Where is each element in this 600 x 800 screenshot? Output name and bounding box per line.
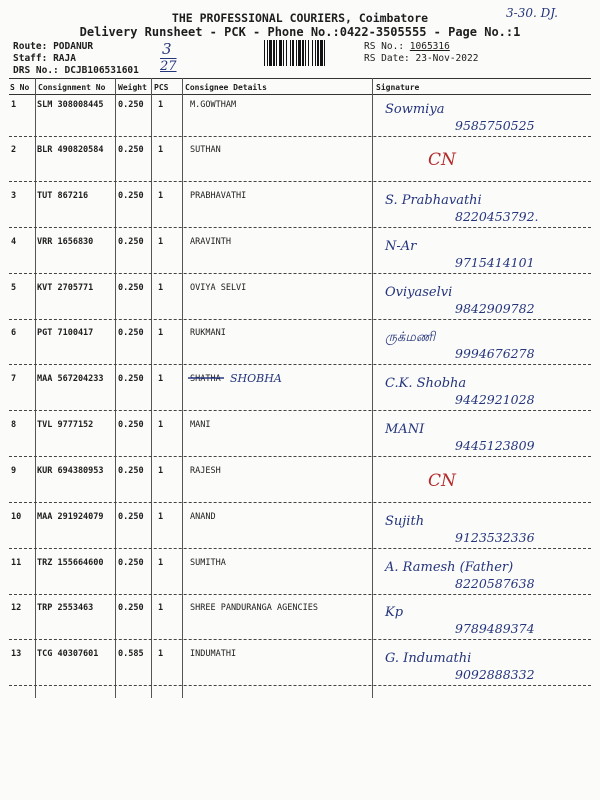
row-separator	[9, 364, 591, 365]
barcode-bar	[267, 40, 268, 66]
row-weight: 0.250	[118, 374, 144, 384]
row-sno: 4	[11, 237, 17, 247]
drs-value: DCJB106531601	[64, 65, 139, 76]
row-weight: 0.250	[118, 100, 144, 110]
row-weight: 0.250	[118, 283, 144, 293]
signature-phone: 9789489374	[455, 621, 535, 636]
column-divider	[151, 78, 152, 698]
signature-name: Oviyaselvi	[385, 285, 453, 300]
row-pcs: 1	[158, 374, 164, 384]
row-separator	[9, 136, 591, 137]
row-weight: 0.250	[118, 328, 144, 338]
barcode-bar	[292, 40, 294, 66]
row-weight: 0.250	[118, 558, 144, 568]
barcode-bar	[305, 40, 306, 66]
row-consignee: PRABHAVATHI	[190, 191, 247, 201]
column-header-signature: Signature	[376, 83, 420, 92]
barcode-bar	[324, 40, 325, 66]
barcode-bar	[312, 40, 313, 66]
rs-no-label: RS No.:	[364, 41, 405, 52]
row-pcs: 1	[158, 237, 164, 247]
signature-phone: 8220587638	[455, 576, 535, 591]
row-separator	[9, 273, 591, 274]
barcode-bar	[296, 40, 297, 66]
row-weight: 0.250	[118, 145, 144, 155]
barcode-bar	[286, 40, 287, 66]
column-divider	[115, 78, 116, 698]
row-consignee: OVIYA SELVI	[190, 283, 247, 293]
row-separator	[9, 685, 591, 686]
row-consignment-no: BLR 490820584	[37, 145, 104, 155]
signature-phone: 9715414101	[455, 255, 535, 270]
signature-phone: 9842909782	[455, 301, 535, 316]
row-separator	[9, 227, 591, 228]
row-separator	[9, 639, 591, 640]
signature-phone: 9445123809	[455, 438, 535, 453]
barcode-bar	[317, 40, 319, 66]
signature-name: G. Indumathi	[385, 651, 472, 666]
staff-value: RAJA	[53, 53, 76, 64]
barcode-bar	[276, 40, 277, 66]
barcode-bar	[302, 40, 304, 66]
route-field	[13, 41, 93, 52]
column-header-sno: S No	[10, 83, 30, 92]
barcode-bar	[315, 40, 316, 66]
row-weight: 0.250	[118, 466, 144, 476]
row-weight: 0.250	[118, 420, 144, 430]
strikeout-line	[188, 374, 228, 382]
signature-phone: 9994676278	[455, 346, 535, 361]
rs-date-field	[364, 53, 478, 64]
row-separator	[9, 502, 591, 503]
row-sno: 12	[11, 603, 22, 613]
barcode-bar	[320, 40, 323, 66]
row-pcs: 1	[158, 100, 164, 110]
signature-name: S. Prabhavathi	[385, 193, 482, 208]
row-sno: 2	[11, 145, 17, 155]
rs-date-label: RS Date:	[364, 53, 410, 64]
signature-name: MANI	[385, 422, 425, 437]
barcode-bar	[283, 40, 284, 66]
row-consignment-no: VRR 1656830	[37, 237, 94, 247]
row-consignee: ARAVINTH	[190, 237, 231, 247]
column-header-pcs: PCS	[154, 83, 169, 92]
route-value: PODANUR	[53, 41, 94, 52]
row-sno: 8	[11, 420, 17, 430]
row-consignee: RAJESH	[190, 466, 221, 476]
row-consignee: RUKMANI	[190, 328, 226, 338]
row-pcs: 1	[158, 420, 164, 430]
corner-handwritten-note: 3-30. DJ.	[506, 6, 558, 20]
sheet-subtitle: Delivery Runsheet - PCK - Phone No.:0422-3505555 - Page No.:1	[79, 25, 521, 39]
signature-phone: 9092888332	[455, 667, 535, 682]
row-pcs: 1	[158, 145, 164, 155]
row-sno: 5	[11, 283, 17, 293]
row-consignee: MANI	[190, 420, 211, 430]
row-consignee: SUTHAN	[190, 145, 221, 155]
signature-name: Sujith	[385, 514, 425, 529]
row-consignment-no: MAA 567204233	[37, 374, 104, 384]
row-sno: 9	[11, 466, 17, 476]
signature-cn-mark: CN	[428, 471, 456, 491]
row-consignment-no: TRZ 155664600	[37, 558, 104, 568]
row-consignee: SHATHA	[190, 374, 221, 384]
signature-name: C.K. Shobha	[385, 376, 467, 391]
row-separator	[9, 410, 591, 411]
barcode-bar	[308, 40, 309, 66]
row-separator	[9, 319, 591, 320]
row-separator	[9, 548, 591, 549]
row-pcs: 1	[158, 283, 164, 293]
row-sno: 11	[11, 558, 22, 568]
sheet-title: THE PROFESSIONAL COURIERS, Coimbatore	[171, 11, 429, 25]
row-consignee: INDUMATHI	[190, 649, 237, 659]
row-consignee: M.GOWTHAM	[190, 100, 237, 110]
row-consignee: ANAND	[190, 512, 216, 522]
row-consignment-no: KUR 694380953	[37, 466, 104, 476]
table-top-border	[9, 78, 591, 79]
signature-phone: 9123532336	[455, 530, 535, 545]
route-label: Route:	[13, 41, 48, 52]
row-consignment-no: TRP 2553463	[37, 603, 94, 613]
drs-field	[13, 65, 139, 76]
barcode-bar	[273, 40, 275, 66]
rs-date-value: 23-Nov-2022	[415, 53, 479, 64]
row-consignment-no: TUT 867216	[37, 191, 89, 201]
row-consignment-no: PGT 7100417	[37, 328, 94, 338]
barcode-bar	[290, 40, 291, 66]
row-weight: 0.250	[118, 237, 144, 247]
signature-name: ருக்மணி	[385, 330, 436, 345]
row-weight: 0.250	[118, 603, 144, 613]
signature-name: N-Ar	[385, 239, 417, 254]
barcode-bar	[298, 40, 301, 66]
row-consignment-no: TVL 9777152	[37, 420, 94, 430]
row-consignee: SHREE PANDURANGA AGENCIES	[190, 603, 318, 613]
row-sno: 3	[11, 191, 17, 201]
column-divider	[35, 78, 36, 698]
row-consignee: SUMITHA	[190, 558, 226, 568]
signature-cn-mark: CN	[428, 150, 456, 170]
row-consignment-no: KVT 2705771	[37, 283, 94, 293]
signature-phone: 9442921028	[455, 392, 535, 407]
column-header-consignment: Consignment No	[38, 83, 106, 92]
column-divider	[182, 78, 183, 698]
row-weight: 0.250	[118, 191, 144, 201]
row-pcs: 1	[158, 191, 164, 201]
row-pcs: 1	[158, 558, 164, 568]
signature-phone: 8220453792.	[455, 209, 539, 224]
signature-name: Kp	[385, 605, 404, 620]
column-header-consignee: Consignee Details	[185, 83, 267, 92]
row-pcs: 1	[158, 512, 164, 522]
signature-phone: 9585750525	[455, 118, 535, 133]
row-weight: 0.250	[118, 512, 144, 522]
barcode	[263, 40, 358, 66]
column-divider	[372, 78, 373, 698]
row-consignment-no: TCG 40307601	[37, 649, 99, 659]
handwritten-count-top: 3	[162, 40, 172, 58]
signature-name: Sowmiya	[385, 102, 445, 117]
row-sno: 1	[11, 100, 17, 110]
row-pcs: 1	[158, 328, 164, 338]
consignee-correction: SHOBHA	[230, 372, 282, 385]
row-pcs: 1	[158, 466, 164, 476]
table-header-border	[9, 94, 591, 95]
barcode-bar	[279, 40, 282, 66]
row-separator	[9, 594, 591, 595]
drs-label: DRS No.:	[13, 65, 59, 76]
rs-no-field	[364, 41, 450, 52]
handwritten-count-bottom: 27	[160, 59, 177, 74]
row-pcs: 1	[158, 603, 164, 613]
row-pcs: 1	[158, 649, 164, 659]
row-weight: 0.585	[118, 649, 144, 659]
row-separator	[9, 181, 591, 182]
row-consignment-no: MAA 291924079	[37, 512, 104, 522]
row-sno: 10	[11, 512, 22, 522]
row-separator	[9, 456, 591, 457]
row-sno: 6	[11, 328, 17, 338]
staff-label: Staff:	[13, 53, 48, 64]
rs-no-value: 1065316	[409, 41, 450, 52]
row-sno: 7	[11, 374, 17, 384]
row-sno: 13	[11, 649, 22, 659]
column-header-weight: Weight	[118, 83, 147, 92]
barcode-bar	[264, 40, 265, 66]
signature-name: A. Ramesh (Father)	[385, 560, 514, 575]
barcode-bar	[269, 40, 272, 66]
staff-field	[13, 53, 76, 64]
row-consignment-no: SLM 308008445	[37, 100, 104, 110]
